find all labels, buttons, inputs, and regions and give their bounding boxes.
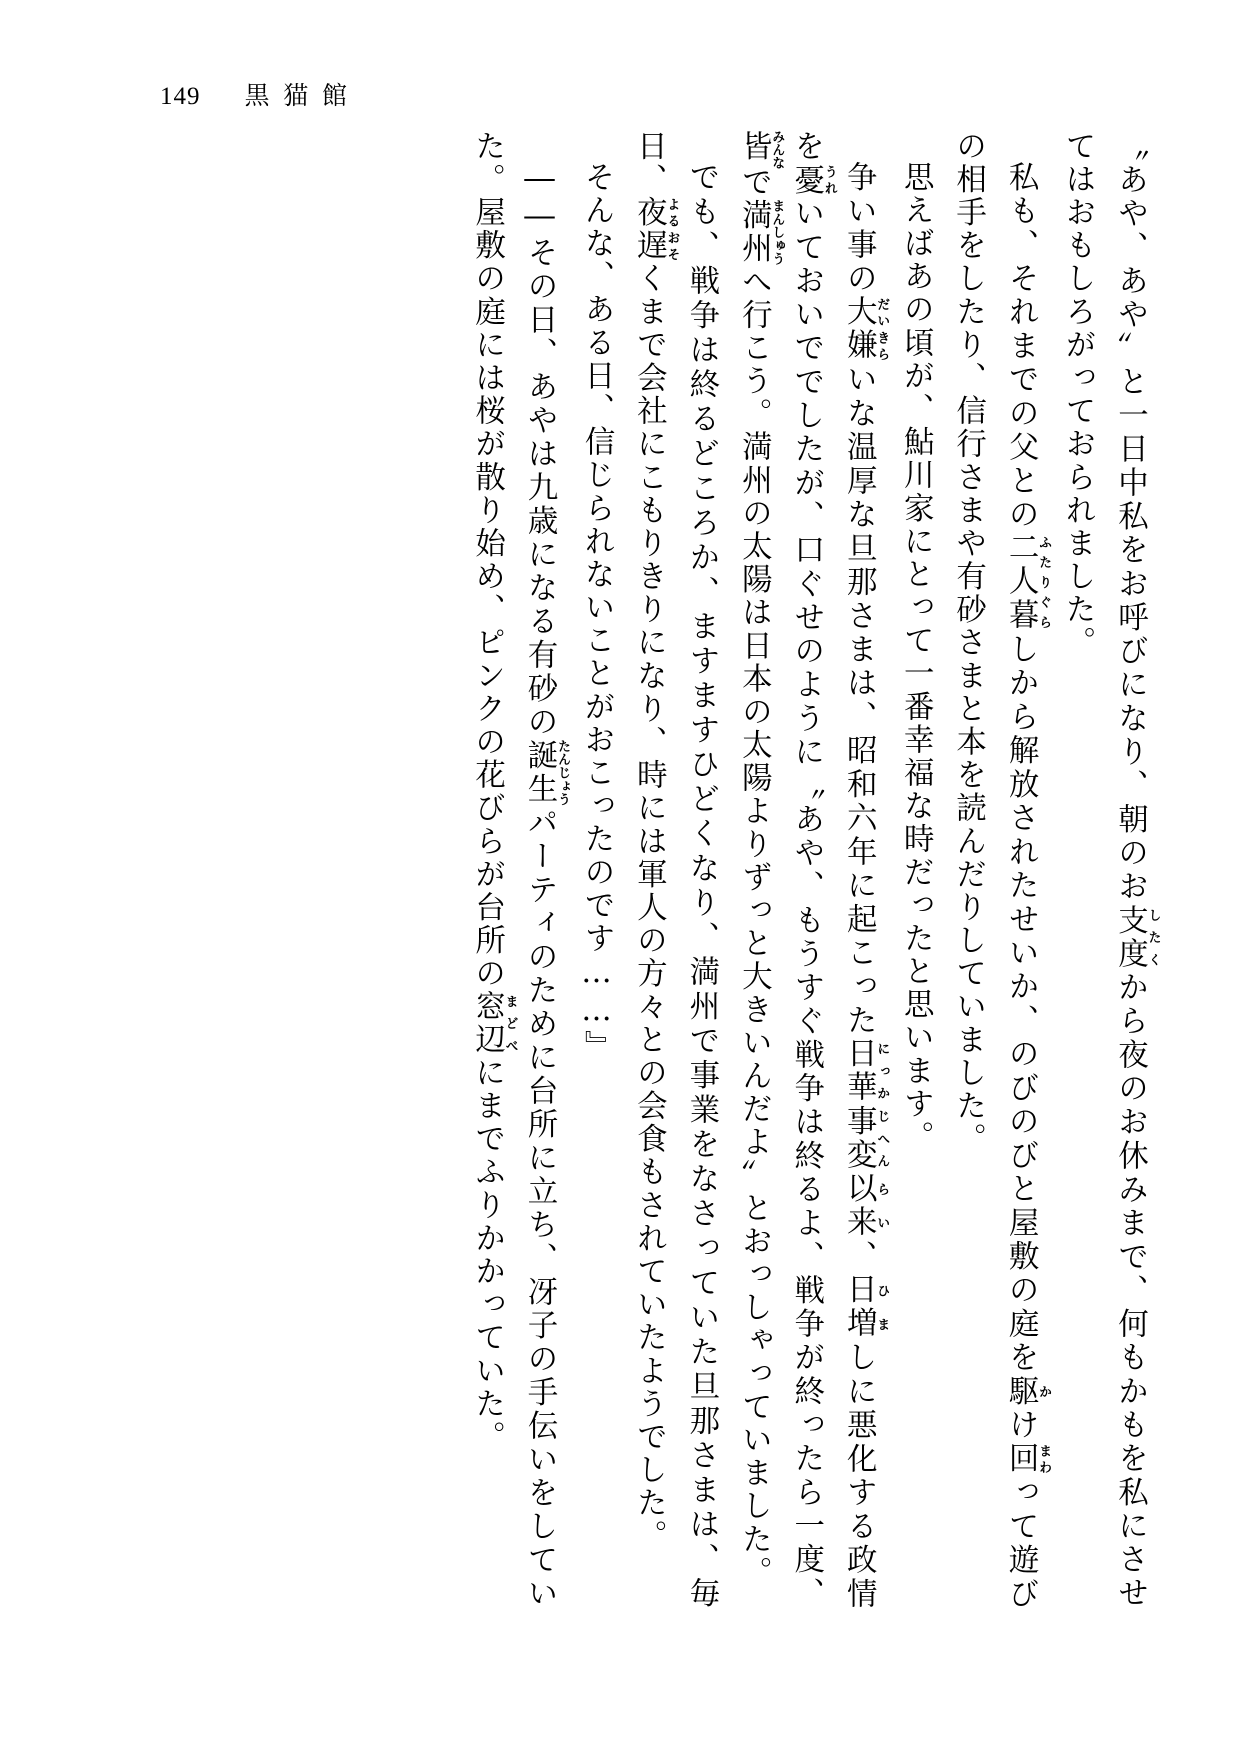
paragraph: 〝あや、あや〟と一日中私をお呼びになり、朝のお支度したくから夜のお休みまで、何もかもを私にさせてはおもしろがっておられました。	[1060, 130, 1161, 1610]
vertical-text-column	[96, 130, 1160, 1610]
paragraph: そんな、ある日、信じられないことがおこったのです……』	[578, 160, 614, 1063]
book-title: 黒猫館	[244, 83, 361, 110]
running-header	[160, 76, 361, 112]
paragraph: 争い事の大嫌だいきらいな温厚な旦那さまは、昭和六年に起こった日華にっか事変じへん以来らい、日増ひましに悪化する政情を憂うれいておいででしたが、口ぐせのように〝あや、もうすぐ戦争は終るよ、戦争が終ったら一度、皆みんなで満州まんしゅうへ行こう。満州の太陽は日本の太陽よりずっと大きいんだよ〟とおっしゃっていました。	[736, 130, 890, 1611]
paragraph: 思えばあの頃が、鮎川家にとって一番幸福な時だったと思います。	[898, 160, 934, 1154]
page-body	[96, 130, 1160, 1630]
page-number: 149	[160, 83, 201, 110]
paragraph: でも、戦争は終るどころか、ますますひどくなり、満州で事業をなさっていた旦那さまは、毎日、夜遅よるおそくまで会社にこもりきりになり、時には軍人の方々との会食もされていたようでした。	[631, 130, 719, 1610]
paragraph: 私も、それまでの父との二人暮ふたりぐらしから解放されたせいか、のびのびと屋敷の庭を駆かけ回まわって遊びの相手をしたり、信行さまや有砂さまと本を読んだりしていました。	[950, 130, 1052, 1611]
paragraph: ――その日、あやは九歳になる有砂の誕生たんじょうパーティのために台所に立ち、冴子の手伝いをしていた。屋敷の庭には桜が散り始め、ピンクの花びらが台所の窓辺まどべにまでふりかかっていた。	[469, 130, 571, 1610]
